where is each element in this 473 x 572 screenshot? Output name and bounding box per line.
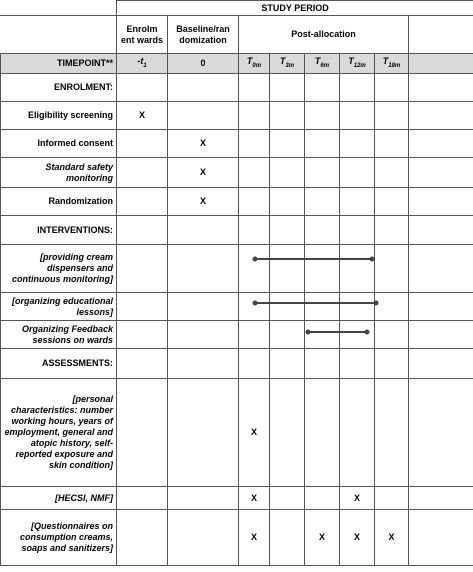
questionnaires-mark-t18: X	[375, 510, 409, 566]
hecsi-mark-t0: X	[239, 487, 270, 510]
personal-mark-t0: X	[239, 379, 270, 487]
section-enrolment: ENROLMENT:	[1, 74, 117, 102]
safety-mark: X	[168, 158, 239, 188]
row-cream-label: [providing cream dispensers and continuous monitoring]	[1, 245, 117, 293]
corner-cell-2	[1, 16, 117, 54]
corner-cell	[1, 1, 117, 16]
timepoint-spare-cell	[409, 54, 473, 74]
timepoint-t12: $T_{12m}$	[340, 54, 375, 74]
timepoint-t0: $T_{0m}$	[239, 54, 270, 74]
study-period-header: STUDY PERIOD	[117, 1, 473, 16]
row-consent-label: Informed consent	[1, 130, 117, 158]
questionnaires-mark-t6: X	[305, 510, 340, 566]
timepoint-t3: $T_{3m}$	[270, 54, 305, 74]
row-feedback-label: Organizing Feedback sessions on wards	[1, 321, 117, 349]
questionnaires-mark-t12: X	[340, 510, 375, 566]
timepoint-t6: $T_{6m}$	[305, 54, 340, 74]
timepoint-baseline: 0	[168, 54, 239, 74]
eligibility-mark: X	[117, 102, 168, 130]
section-interventions: INTERVENTIONS:	[1, 216, 117, 245]
section-assessments: ASSESSMENTS:	[1, 349, 117, 379]
timepoint-enrolment: $-t_1$	[117, 54, 168, 74]
timepoint-t18: $T_{18m}$	[375, 54, 409, 74]
baseline-header: Baseline/ran domization	[168, 16, 239, 54]
row-safety-label: Standard safety monitoring	[1, 158, 117, 188]
row-education-label: [organizing educational lessons]	[1, 293, 117, 321]
timepoint-label: TIMEPOINT**	[1, 54, 117, 74]
row-personal-label: [personal characteristics: number working hours, years of employment, general and atopic history, self-reported exposure and skin condition]	[1, 379, 117, 487]
consent-mark: X	[168, 130, 239, 158]
randomization-mark: X	[168, 188, 239, 216]
row-questionnaires-label: [Questionnaires on consumption creams, soaps and sanitizers]	[1, 510, 117, 566]
row-eligibility-label: Eligibility screening	[1, 102, 117, 130]
enrolment-wards-header: Enrolm ent wards	[117, 16, 168, 54]
questionnaires-mark-t0: X	[239, 510, 270, 566]
post-allocation-header: Post-allocation	[239, 16, 409, 54]
hecsi-mark-t12: X	[340, 487, 375, 510]
row-randomization-label: Randomization	[1, 188, 117, 216]
row-hecsi-label: [HECSI, NMF]	[1, 487, 117, 510]
header-spare-cell	[409, 16, 473, 54]
